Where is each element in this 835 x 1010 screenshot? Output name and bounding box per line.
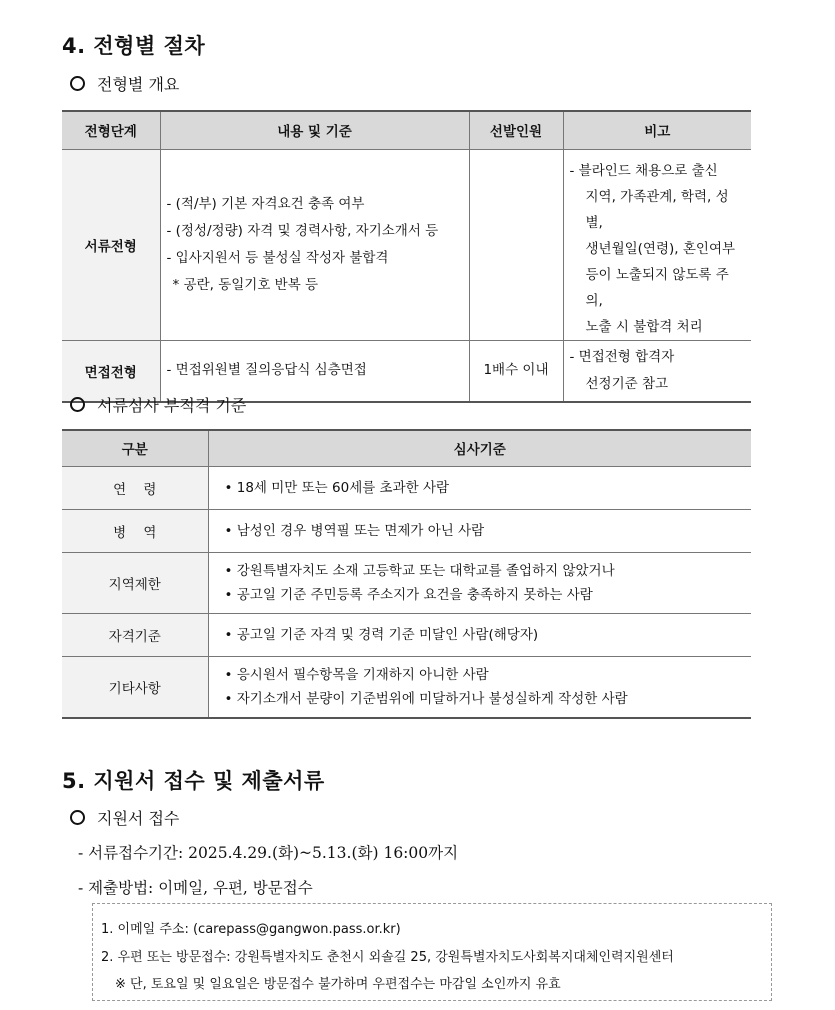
circle-bullet-icon xyxy=(70,397,85,412)
header-count: 선발인원 xyxy=(469,111,563,149)
email-address-line: 1. 이메일 주소: (carepass@gangwon.pass.or.kr) xyxy=(101,922,401,937)
content-line: - 면접위원별 질의응답식 심층면접 xyxy=(166,362,367,379)
reception-heading: 지원서 접수 xyxy=(97,809,180,828)
criteria-line: • 공고일 기준 주민등록 주소지가 요건을 충족하지 못하는 사람 xyxy=(224,586,593,603)
disqualify-heading-row xyxy=(70,393,246,416)
stage-note xyxy=(563,149,751,340)
criteria-cell xyxy=(208,656,751,718)
category-label: 연 령 xyxy=(62,466,208,509)
category-label: 지역제한 xyxy=(62,552,208,613)
category-label: 자격기준 xyxy=(62,613,208,656)
overview-heading-row xyxy=(70,72,179,95)
header-note: 비고 xyxy=(563,111,751,149)
note-line: 생년월일(연령), 혼인여부 xyxy=(585,240,736,257)
criteria-line: • 공고일 기준 자격 및 경력 기준 미달인 사람(해당자) xyxy=(224,626,539,643)
criteria-line: • 18세 미만 또는 60세를 초과한 사람 xyxy=(224,479,450,496)
note-line: 지역, 가족관계, 학력, 성별, xyxy=(585,188,729,231)
table-row xyxy=(62,552,751,613)
note-line: - 블라인드 채용으로 출신 xyxy=(569,162,718,179)
submission-method: - 제출방법: 이메일, 우편, 방문접수 xyxy=(78,879,313,897)
content-line: * 공란, 동일기호 반복 등 xyxy=(172,276,319,293)
content-line: - (정성/정량) 자격 및 경력사항, 자기소개서 등 xyxy=(166,222,439,239)
note-line: 선정기준 참고 xyxy=(585,375,669,392)
note-line: 등이 노출되지 않도록 주의, xyxy=(585,266,729,309)
reception-heading-row xyxy=(70,806,179,829)
header-criteria: 심사기준 xyxy=(208,430,751,466)
table-row xyxy=(62,466,751,509)
table-row xyxy=(62,656,751,718)
criteria-cell xyxy=(208,466,751,509)
section-5-title: 5. 지원서 접수 및 제출서류 xyxy=(62,769,325,793)
category-label: 병 역 xyxy=(62,509,208,552)
disqualify-table xyxy=(62,429,751,719)
reception-period: - 서류접수기간: 2025.4.29.(화)~5.13.(화) 16:00까지 xyxy=(78,844,459,862)
procedure-table xyxy=(62,110,751,403)
criteria-line: • 자기소개서 분량이 기준범위에 미달하거나 불성실하게 작성한 사람 xyxy=(224,690,628,707)
section-4-title: 4. 전형별 절차 xyxy=(62,34,206,58)
stage-content xyxy=(160,149,469,340)
content-line: - (적/부) 기본 자격요건 충족 여부 xyxy=(166,195,365,212)
note-line: - 면접전형 합격자 xyxy=(569,348,675,365)
postal-address-line: 2. 우편 또는 방문접수: 강원특별자치도 춘천시 외솔길 25, 강원특별자치도사회복지대체인력지원센터 xyxy=(101,950,674,965)
header-content: 내용 및 기준 xyxy=(160,111,469,149)
note-line: 노출 시 불합격 처리 xyxy=(585,318,703,335)
disqualify-table-header xyxy=(62,430,751,466)
criteria-line: • 남성인 경우 병역필 또는 면제가 아닌 사람 xyxy=(224,522,485,539)
table-row xyxy=(62,149,751,340)
notice-line: ※ 단, 토요일 및 일요일은 방문접수 불가하며 우편접수는 마감일 소인까지 유효 xyxy=(115,977,561,992)
overview-heading: 전형별 개요 xyxy=(97,75,180,94)
stage-label: 서류전형 xyxy=(62,149,160,340)
criteria-cell xyxy=(208,613,751,656)
circle-bullet-icon xyxy=(70,810,85,825)
criteria-cell xyxy=(208,552,751,613)
stage-note xyxy=(563,340,751,402)
criteria-line: • 응시원서 필수항목을 기재하지 아니한 사람 xyxy=(224,666,489,683)
header-stage: 전형단계 xyxy=(62,111,160,149)
header-category: 구분 xyxy=(62,430,208,466)
stage-count xyxy=(469,149,563,340)
submission-details-box xyxy=(92,903,772,1001)
stage-label: 면접전형 xyxy=(62,340,160,402)
category-label: 기타사항 xyxy=(62,656,208,718)
procedure-table-header xyxy=(62,111,751,149)
stage-count: 1배수 이내 xyxy=(469,340,563,402)
disqualify-heading: 서류심사 부적격 기준 xyxy=(97,396,247,415)
content-line: - 입사지원서 등 불성실 작성자 불합격 xyxy=(166,249,389,266)
criteria-line: • 강원특별자치도 소재 고등학교 또는 대학교를 졸업하지 않았거나 xyxy=(224,562,615,579)
table-row xyxy=(62,509,751,552)
table-row xyxy=(62,613,751,656)
circle-bullet-icon xyxy=(70,76,85,91)
criteria-cell xyxy=(208,509,751,552)
